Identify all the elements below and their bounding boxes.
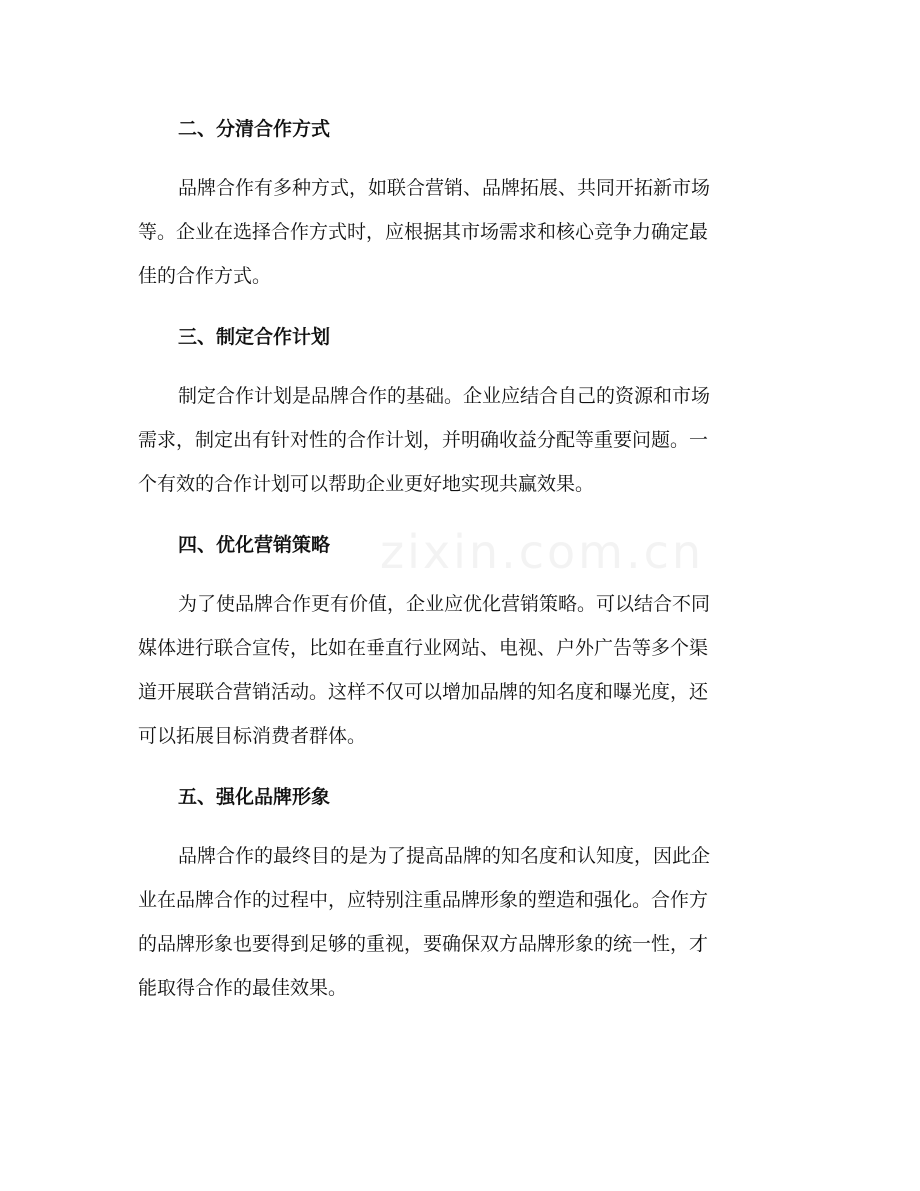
section-heading: 二、分清合作方式 <box>178 118 331 140</box>
section-heading: 三、制定合作计划 <box>178 326 331 348</box>
paragraph-line: 为了使品牌合作更有价值，企业应优化营销策略。可以结合不同 <box>178 593 711 615</box>
section-paragraph <box>138 166 778 298</box>
section-paragraph <box>138 582 778 758</box>
section-heading: 四、优化营销策略 <box>178 534 331 556</box>
paragraph-line: 的品牌形象也要得到足够的重视，要确保双方品牌形象的统一性，才 <box>138 933 709 955</box>
section-heading: 五、强化品牌形象 <box>178 786 331 808</box>
paragraph-line: 个有效的合作计划可以帮助企业更好地实现共赢效果。 <box>138 473 595 495</box>
section-paragraph <box>138 374 778 506</box>
section-paragraph <box>138 834 778 1010</box>
paragraph-line: 需求，制定出有针对性的合作计划，并明确收益分配等重要问题。一 <box>138 429 709 451</box>
document-page <box>138 108 778 1010</box>
paragraph-line: 品牌合作的最终目的是为了提高品牌的知名度和认知度，因此企 <box>178 845 711 867</box>
watermark: zixin.com.cn <box>380 525 705 579</box>
paragraph-line: 道开展联合营销活动。这样不仅可以增加品牌的知名度和曝光度，还 <box>138 681 709 703</box>
paragraph-line: 品牌合作有多种方式，如联合营销、品牌拓展、共同开拓新市场 <box>178 177 711 199</box>
paragraph-line: 等。企业在选择合作方式时，应根据其市场需求和核心竞争力确定最 <box>138 221 709 243</box>
paragraph-line: 业在品牌合作的过程中，应特别注重品牌形象的塑造和强化。合作方 <box>138 889 709 911</box>
paragraph-line: 佳的合作方式。 <box>138 265 272 287</box>
paragraph-line: 制定合作计划是品牌合作的基础。企业应结合自己的资源和市场 <box>178 385 711 407</box>
paragraph-line: 媒体进行联合宣传，比如在垂直行业网站、电视、户外广告等多个渠 <box>138 637 709 659</box>
paragraph-line: 可以拓展目标消费者群体。 <box>138 725 367 747</box>
paragraph-line: 能取得合作的最佳效果。 <box>138 977 348 999</box>
